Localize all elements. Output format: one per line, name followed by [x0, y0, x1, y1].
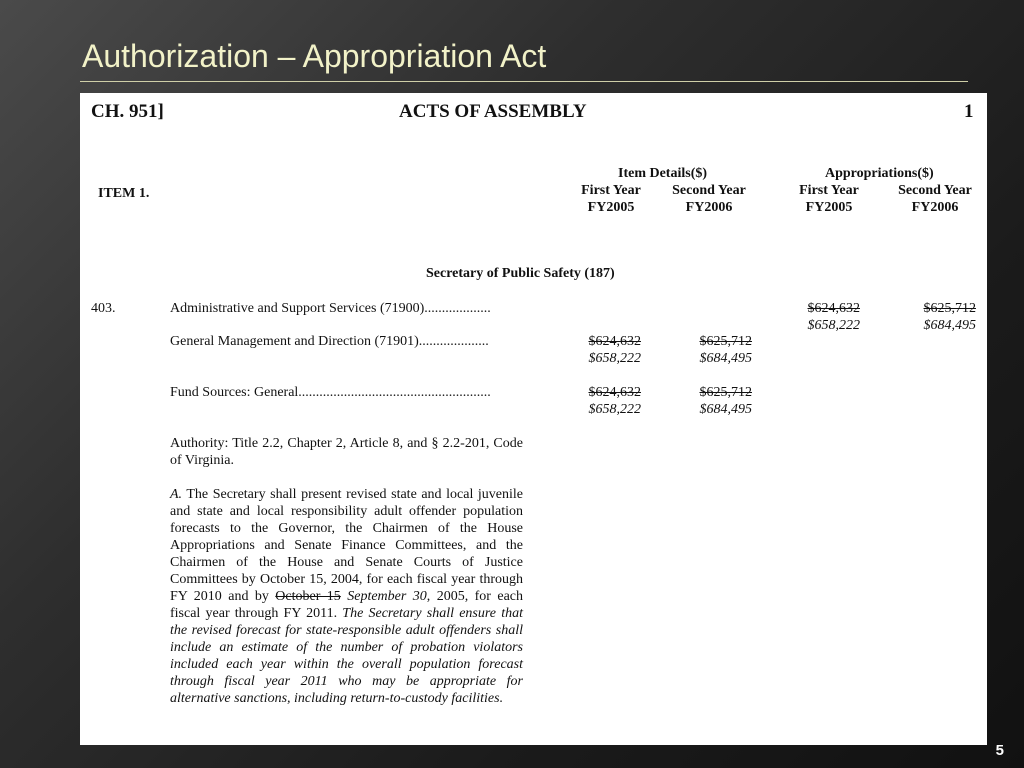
inserted-text: The Secretary shall ensure that the revised forecast for state-responsible adult offenders shall include an estimate of the number of probation violators included each year within the overall population forecast through fiscal year 2011 who may be appropriate for alternative sanctions, including return-to-custody facilities. [170, 606, 523, 706]
fy2006-label: FY2006 [911, 200, 959, 215]
first-year-label: First Year [581, 183, 641, 198]
fund-sources-detail-fy2006 [682, 384, 752, 418]
new-amount: $684,495 [923, 318, 976, 333]
general-mgmt-detail-fy2006 [682, 333, 752, 367]
slide-title: Authorization – Appropriation Act [82, 38, 547, 74]
old-amount: $624,632 [588, 385, 641, 400]
admin-approp-fy2005 [790, 300, 860, 334]
second-year-label: Second Year [672, 183, 746, 198]
appropriations-first-year [794, 182, 864, 216]
chapter-label: CH. 951] [91, 101, 164, 122]
authority-paragraph: Authority: Title 2.2, Chapter 2, Article 8, and § 2.2-201, Code of Virginia. [170, 436, 523, 468]
fy2005-label: FY2005 [805, 200, 853, 215]
item-details-first-year [576, 182, 646, 216]
fy2006-label: FY2006 [685, 200, 733, 215]
slide-page-number: 5 [995, 742, 1004, 759]
struck-text: October 15 [275, 589, 341, 604]
fund-sources-detail-fy2005 [571, 384, 641, 418]
paragraph-a [170, 486, 523, 707]
second-year-label: Second Year [898, 183, 972, 198]
appropriations-header: Appropriations($) [825, 166, 934, 181]
item-details-second-year [666, 182, 752, 216]
document-page [80, 93, 987, 745]
item-details-header: Item Details($) [618, 166, 708, 181]
paragraph-marker: A. [170, 487, 183, 502]
item-label: ITEM 1. [98, 186, 150, 201]
first-year-label: First Year [799, 183, 859, 198]
paragraph-text: The Secretary shall present revised state and local juvenile and state and local responsibility adult offender population forecasts to the Governor, the Chairmen of the House Appropriations and Senate Finance Committees, and the Chairmen of the House and Senate Courts of Justice Committees by October 15, 2004, for each fiscal year through FY 2010 and by [170, 487, 523, 604]
admin-services-label: Administrative and Support Services (71900)................... [170, 301, 491, 316]
new-amount: $684,495 [699, 402, 752, 417]
fund-sources-label: Fund Sources: General....................................................... [170, 385, 491, 400]
new-amount: $684,495 [699, 351, 752, 366]
section-title: Secretary of Public Safety (187) [426, 266, 615, 281]
old-amount: $624,632 [588, 334, 641, 349]
title-divider [80, 81, 968, 82]
admin-approp-fy2006 [906, 300, 976, 334]
document-page-number: 1 [964, 101, 974, 122]
fy2005-label: FY2005 [587, 200, 635, 215]
general-management-label: General Management and Direction (71901).................... [170, 334, 489, 349]
new-amount: $658,222 [807, 318, 860, 333]
old-amount: $625,712 [699, 385, 752, 400]
paragraph-text-continued: , 2005, for each fiscal year through FY 2011. [170, 589, 524, 621]
new-amount: $658,222 [588, 351, 641, 366]
item-number: 403. [91, 301, 116, 316]
old-amount: $625,712 [923, 301, 976, 316]
inserted-date: September 30 [340, 589, 427, 604]
old-amount: $624,632 [807, 301, 860, 316]
general-mgmt-detail-fy2005 [571, 333, 641, 367]
document-heading: ACTS OF ASSEMBLY [399, 101, 587, 122]
appropriations-second-year [892, 182, 978, 216]
new-amount: $658,222 [588, 402, 641, 417]
old-amount: $625,712 [699, 334, 752, 349]
